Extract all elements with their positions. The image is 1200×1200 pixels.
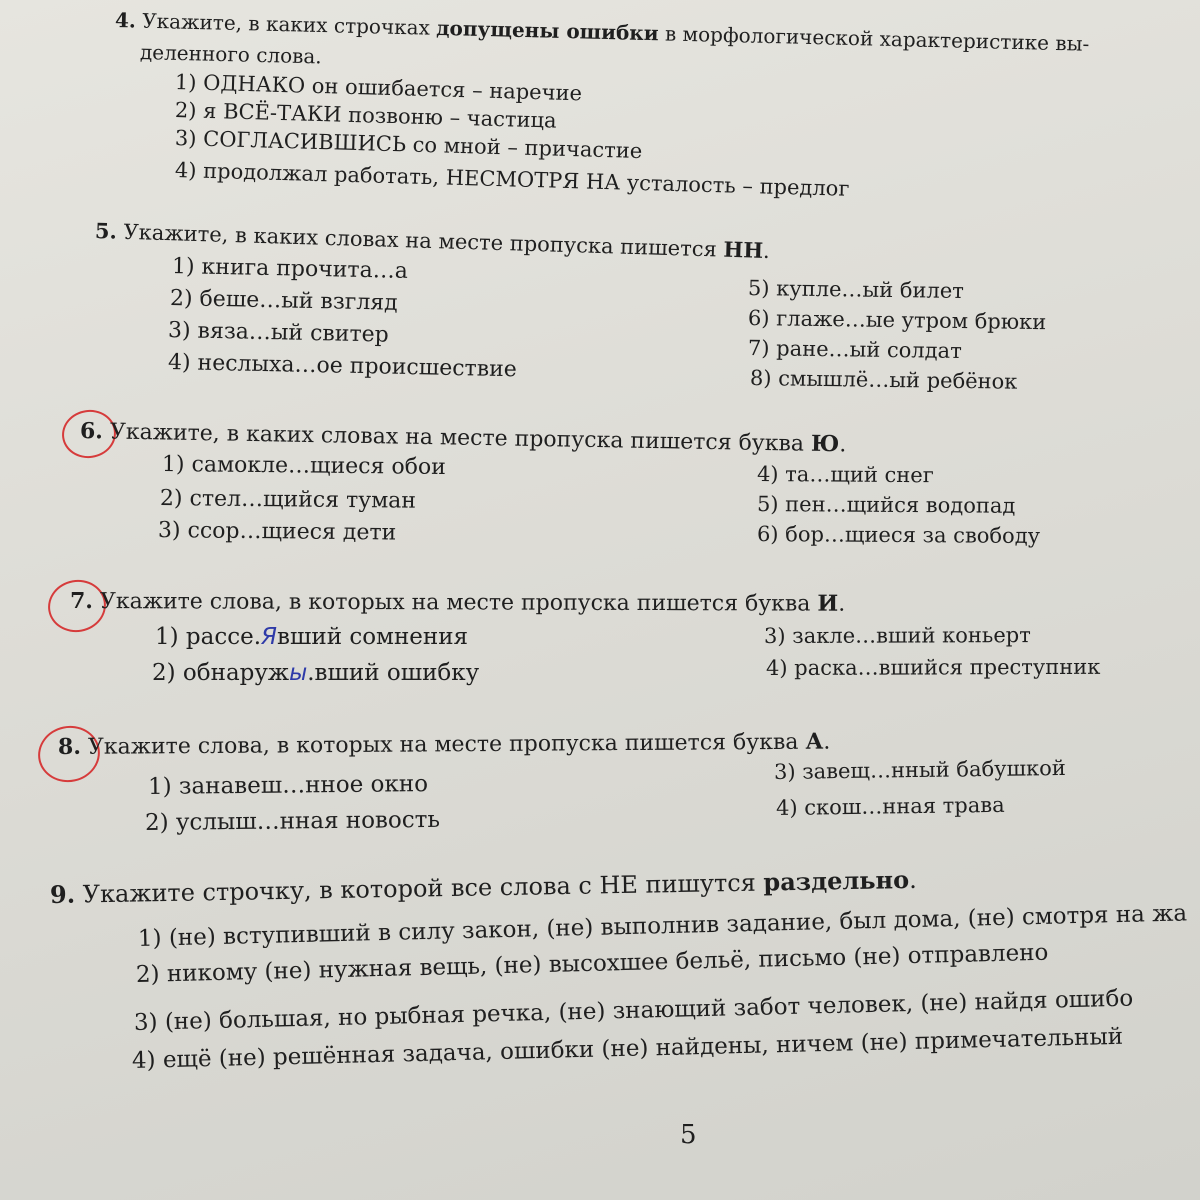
q4-option-1: 1) ОДНАКО он ошибается – наречие bbox=[174, 70, 583, 106]
q7-stem-bold: И bbox=[817, 590, 839, 617]
q4-stem-c: в морфологической характеристике вы- bbox=[658, 21, 1090, 56]
q5-option-1: 1) книга прочита…а bbox=[171, 254, 409, 284]
q5-stem-text: Укажите, в каких словах на месте пропуска пишется bbox=[123, 219, 724, 262]
q5-option-6: 6) глаже…ые утром брюки bbox=[747, 306, 1047, 335]
q5-stem-bold: НН bbox=[723, 236, 764, 263]
q6-option-2: 2) стел…щийся туман bbox=[159, 486, 417, 514]
q6-option-4: 4) та…щий снег bbox=[756, 462, 934, 488]
q7-option-2-start: 2) обнаруж bbox=[152, 660, 290, 686]
q4-number: 4. bbox=[114, 8, 137, 33]
q7-option-4: 4) раска…вшийся преступник bbox=[765, 654, 1101, 680]
q9-option-1: 1) (не) вступивший в силу закон, (не) выполнив задание, был дома, (не) смотря на жа bbox=[137, 900, 1188, 952]
q6-stem-bold: Ю bbox=[810, 430, 840, 458]
q7-option-2 bbox=[152, 660, 479, 686]
q5-option-4: 4) неслыха…ое происшествие bbox=[167, 350, 518, 383]
q5-option-8: 8) смышлё…ый ребёнок bbox=[749, 366, 1018, 394]
q8-option-3: 3) завещ…нный бабушкой bbox=[773, 755, 1066, 784]
q6-option-5: 5) пен…щийся водопад bbox=[756, 492, 1016, 518]
page-number: 5 bbox=[680, 1120, 697, 1150]
q6-number: 6. bbox=[79, 418, 104, 445]
q8-stem-bold: А bbox=[805, 728, 824, 755]
q7-option-1 bbox=[155, 624, 468, 650]
q9-number: 9. bbox=[49, 879, 76, 909]
q7-stem-end: . bbox=[838, 591, 846, 617]
q5-option-2: 2) беше…ый взгляд bbox=[169, 286, 399, 316]
q4-stem-line2: деленного слова. bbox=[139, 40, 323, 69]
q5-option-5: 5) купле…ый билет bbox=[747, 276, 965, 304]
q9-stem bbox=[50, 865, 917, 909]
q4-option-3: 3) СОГЛАСИВШИСЬ со мной – причастие bbox=[174, 126, 643, 164]
q9-stem-end: . bbox=[908, 865, 917, 895]
q8-option-1: 1) занавеш…нное окно bbox=[147, 771, 429, 800]
q5-number: 5. bbox=[94, 218, 118, 244]
q8-stem bbox=[58, 729, 831, 760]
q8-stem-text: Укажите слова, в которых на месте пропуска пишется буква bbox=[87, 729, 806, 760]
q7-number: 7. bbox=[69, 588, 94, 615]
q4-stem-a: Укажите, в каких строчках bbox=[141, 8, 437, 40]
q6-option-6: 6) бор…щиеся за свободу bbox=[756, 522, 1041, 548]
q6-option-3: 3) ссор…щиеся дети bbox=[157, 518, 397, 546]
q6-option-1: 1) самокле…щиеся обои bbox=[161, 452, 446, 480]
q7-option-1-start: 1) рассе. bbox=[155, 624, 262, 650]
q4-option-2: 2) я ВСЁ-ТАКИ позвоню – частица bbox=[174, 98, 557, 133]
q6-stem-text: Укажите, в каких словах на месте пропуска пишется буква bbox=[109, 419, 812, 457]
q8-number: 8. bbox=[57, 733, 82, 760]
q8-option-4: 4) скош…нная трава bbox=[775, 792, 1005, 820]
q5-stem-end: . bbox=[762, 238, 771, 264]
q9-option-3: 3) (не) большая, но рыбная речка, (не) знающий забот человек, (не) найдя ошибо bbox=[133, 985, 1134, 1036]
q7-option-3: 3) закле…вший коньерт bbox=[763, 623, 1031, 648]
q4-option-4: 4) продолжал работать, НЕСМОТРЯ НА усталость – предлог bbox=[174, 158, 850, 201]
q9-stem-text: Укажите строчку, в которой все слова с НЕ пишутся bbox=[82, 868, 764, 909]
q7-option-2-end: .вший ошибку bbox=[307, 660, 480, 686]
q8-option-2: 2) услыш…нная новость bbox=[144, 806, 441, 836]
q5-option-7: 7) ране…ый солдат bbox=[747, 336, 962, 363]
q9-stem-bold: раздельно bbox=[763, 865, 910, 897]
q7-option-1-end: вший сомнения bbox=[277, 624, 469, 650]
handwritten-letter-y: ы bbox=[289, 660, 308, 686]
handwritten-letter-ya: Я bbox=[261, 624, 278, 650]
q8-stem-end: . bbox=[823, 729, 831, 755]
q7-stem bbox=[70, 588, 845, 617]
q9-option-2: 2) никому (не) нужная вещь, (не) высохшее бельё, письмо (не) отправлено bbox=[135, 939, 1049, 988]
q4-stem-bold: допущены ошибки bbox=[435, 15, 659, 46]
q6-stem-end: . bbox=[839, 432, 847, 458]
q7-stem-text: Укажите слова, в которых на месте пропуска пишется буква bbox=[99, 589, 818, 617]
q5-option-3: 3) вяза…ый свитер bbox=[167, 318, 389, 348]
q9-option-4: 4) ещё (не) решённая задача, ошибки (не) найдены, ничем (не) примечательный bbox=[131, 1023, 1124, 1074]
